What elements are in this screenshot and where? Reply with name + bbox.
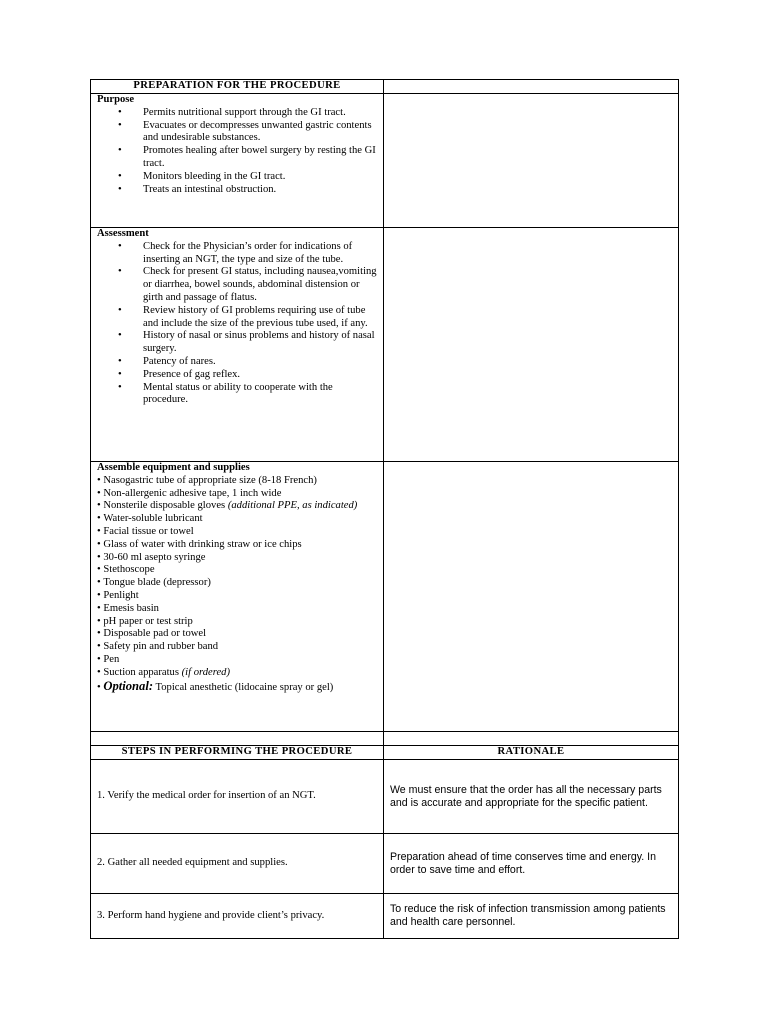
assessment-item: • Check for present GI status, including nausea,vomiting or diarrhea, bowel sounds, abdominal distension or girth and passage of flatus. — [143, 266, 377, 304]
purpose-item: • Permits nutritional support through the GI tract. — [143, 107, 377, 120]
assessment-list — [97, 241, 377, 407]
step-cell: 1. Verify the medical order for insertion of an NGT. — [91, 760, 384, 834]
prep-header: PREPARATION FOR THE PROCEDURE — [91, 80, 384, 94]
equipment-item: • Glass of water with drinking straw or ice chips — [97, 539, 377, 552]
assessment-item: • Review history of GI problems requiring use of tube and include the size of the previous tube used, if any. — [143, 305, 377, 331]
optional-label: Optional: — [103, 678, 154, 693]
step-cell: 3. Perform hand hygiene and provide client’s privacy. — [91, 894, 384, 939]
step-cell: 2. Gather all needed equipment and supplies. — [91, 834, 384, 894]
equipment-item — [97, 500, 377, 513]
purpose-item: • Evacuates or decompresses unwanted gastric contents and undesirable substances. — [143, 120, 377, 146]
equipment-item: • 30-60 ml asepto syringe — [97, 552, 377, 565]
purpose-item: • Promotes healing after bowel surgery by resting the GI tract. — [143, 145, 377, 171]
equipment-list — [97, 475, 377, 695]
rationale-header: RATIONALE — [384, 746, 679, 760]
assessment-item: • Patency of nares. — [143, 356, 377, 369]
equipment-item-text: Suction apparatus — [103, 666, 182, 678]
purpose-item: • Treats an intestinal obstruction. — [143, 184, 377, 197]
steps-header: STEPS IN PERFORMING THE PROCEDURE — [91, 746, 384, 760]
purpose-title: Purpose — [97, 94, 135, 105]
assessment-item: • History of nasal or sinus problems and history of nasal surgery. — [143, 330, 377, 356]
equipment-item: • Pen — [97, 654, 377, 667]
assessment-title: Assessment — [97, 228, 149, 239]
equipment-item: • Emesis basin — [97, 603, 377, 616]
spacer-cell — [384, 732, 679, 746]
blank-cell — [384, 462, 679, 732]
equipment-item-note: (additional PPE, as indicated) — [227, 500, 358, 512]
equipment-item-text: Nonsterile disposable gloves — [103, 500, 228, 512]
equipment-item: • Tongue blade (depressor) — [97, 577, 377, 590]
equipment-item: • Stethoscope — [97, 564, 377, 577]
equipment-item-note: (if ordered) — [181, 666, 230, 678]
purpose-list — [97, 107, 377, 197]
purpose-item: • Monitors bleeding in the GI tract. — [143, 171, 377, 184]
blank-cell — [384, 80, 679, 94]
equipment-item: • pH paper or test strip — [97, 616, 377, 629]
equipment-item: • Nasogastric tube of appropriate size (8-18 French) — [97, 475, 377, 488]
blank-cell — [384, 94, 679, 228]
equipment-item: • Disposable pad or towel — [97, 628, 377, 641]
spacer-cell — [91, 732, 384, 746]
rationale-cell: Preparation ahead of time conserves time and energy. In order to save time and effort. — [384, 834, 679, 894]
equipment-cell — [91, 462, 384, 732]
assessment-cell — [91, 228, 384, 462]
equipment-item: • Facial tissue or towel — [97, 526, 377, 539]
rationale-cell: To reduce the risk of infection transmission among patients and health care personnel. — [384, 894, 679, 939]
equipment-item: • Non-allergenic adhesive tape, 1 inch wide — [97, 488, 377, 501]
procedure-table — [90, 79, 679, 939]
equipment-item: • Water-soluble lubricant — [97, 513, 377, 526]
equipment-item-text: Topical anesthetic (lidocaine spray or gel) — [153, 681, 334, 693]
rationale-cell: We must ensure that the order has all the necessary parts and is accurate and appropriate for the specific patient. — [384, 760, 679, 834]
equipment-item: • Safety pin and rubber band — [97, 641, 377, 654]
equipment-item: • Penlight — [97, 590, 377, 603]
purpose-cell — [91, 94, 384, 228]
equipment-title: Assemble equipment and supplies — [97, 462, 250, 473]
equipment-item — [97, 680, 377, 695]
assessment-item: • Check for the Physician’s order for indications of inserting an NGT, the type and size of the tube. — [143, 241, 377, 267]
assessment-item: • Mental status or ability to cooperate with the procedure. — [143, 382, 377, 408]
assessment-item: • Presence of gag reflex. — [143, 369, 377, 382]
blank-cell — [384, 228, 679, 462]
